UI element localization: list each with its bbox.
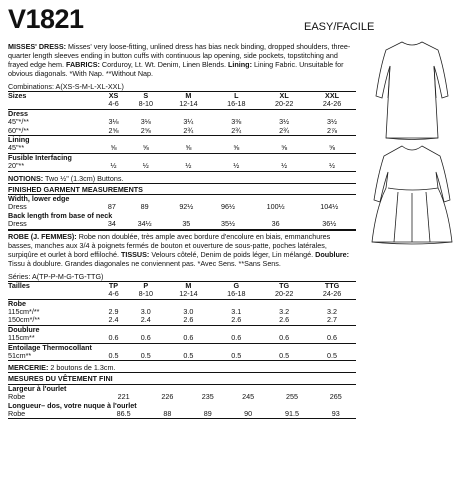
table-cell: 20-22	[274, 99, 294, 109]
fabric-heading-row	[8, 325, 356, 334]
table-cell: 0.6	[327, 333, 338, 343]
table-cell: XXL	[325, 91, 340, 100]
yardage-row	[8, 144, 356, 153]
table-cell: TTG	[324, 280, 340, 290]
table-cell: 89	[140, 202, 149, 212]
row-label: 150cm*/**	[8, 315, 40, 325]
table-cell: ½	[233, 161, 240, 171]
combinations-line: Combinations: A(XS-S-M-L-XL-XXL)	[8, 82, 124, 91]
table-cell: 3.0	[140, 306, 151, 316]
table-cell: 24-26	[322, 289, 342, 299]
table-cell: 3.1	[231, 306, 242, 316]
table-cell: 2.4	[108, 315, 119, 325]
dress-back-sketch	[376, 42, 448, 140]
table-cell: 3½	[279, 117, 290, 127]
row-label: Entoilage Thermocollant	[8, 342, 92, 352]
table-cell: 8-10	[138, 99, 153, 109]
row-label: 51cm**	[8, 350, 32, 360]
yardage-row	[8, 334, 356, 343]
measurement-heading-row	[8, 384, 356, 393]
table-cell: 0.6	[279, 333, 290, 343]
row-label: Largeur à l'ourlet	[8, 383, 67, 393]
table-cell: 2.6	[183, 315, 194, 325]
table-cell: 2¾	[279, 125, 290, 135]
yardage-row	[8, 308, 356, 316]
table-cell: 12-14	[179, 99, 198, 109]
table-cell: ⅝	[185, 143, 192, 153]
table-cell: 2⅞	[327, 125, 338, 135]
table-cell: 0.6	[183, 333, 194, 343]
table-cell: 4-6	[108, 289, 119, 299]
pattern-envelope-back-text	[8, 42, 356, 419]
table-cell: 0.5	[279, 350, 290, 360]
table-cell: 3⅛	[140, 117, 151, 127]
table-cell: 34½	[137, 219, 152, 229]
english-yardage-table	[8, 91, 356, 172]
table-cell: M	[185, 280, 192, 290]
table-cell: 0.5	[108, 350, 119, 360]
table-cell: 221	[117, 392, 130, 402]
row-label: 115cm*/**	[8, 306, 40, 316]
table-cell: 265	[329, 392, 342, 402]
table-cell: 100½	[266, 202, 285, 212]
measurement-row	[8, 410, 356, 419]
table-cell: 35	[182, 219, 191, 229]
table-cell: XS	[108, 91, 119, 100]
table-cell: P	[143, 280, 149, 290]
table-cell: 0.6	[108, 333, 119, 343]
row-label: Fusible Interfacing	[8, 152, 72, 162]
row-label: 45"**	[8, 143, 25, 153]
table-cell: 2.6	[279, 315, 290, 325]
dress-front-sketch	[372, 146, 452, 244]
french-yardage-table	[8, 281, 356, 362]
fabric-heading-row	[8, 136, 356, 145]
table-cell: 0.5	[231, 350, 242, 360]
row-label: Doublure	[8, 324, 40, 334]
table-cell: 92½	[179, 202, 194, 212]
table-cell: 3½	[327, 117, 338, 127]
table-cell: 35½	[220, 219, 235, 229]
table-cell: ½	[329, 161, 336, 171]
table-cell: ½	[185, 161, 192, 171]
row-label: Tailles	[8, 280, 30, 290]
table-cell: 235	[201, 392, 214, 402]
pattern-header	[8, 4, 452, 40]
row-label: Back length from base of neck	[8, 210, 113, 220]
table-cell: M	[185, 91, 192, 100]
table-cell: ⅝	[233, 143, 240, 153]
table-cell: 0.5	[140, 350, 151, 360]
table-cell: XL	[279, 91, 289, 100]
french-description: ROBE (J. FEMMES): Robe non doublée, très ample avec bordure d'encolure en biais, emmanchures basses, manches aux 3/4 à poignets fermés de bouton et ouverture de sous-patte, poches latérales, surpiqûre et ourlet à bord effiloché. TISSUS: Velours côtelé, Denim de poids léger, Lin mélangé. Doublure: Tissu à doublure. Grandes diagonales ne conviennent pas. *Avec Sens. **Sans Sens.	[8, 230, 356, 268]
table-cell: 245	[242, 392, 255, 402]
fabric-heading-row	[8, 343, 356, 352]
notions-line: NOTIONS: Two ½" (1.3cm) Buttons.	[8, 174, 356, 184]
table-cell: 91.5	[284, 408, 299, 418]
table-cell: 16-18	[227, 289, 246, 299]
table-cell: ⅝	[142, 143, 149, 153]
row-label: 20"**	[8, 161, 25, 171]
table-cell: ⅝	[110, 143, 117, 153]
row-label: Width, lower edge	[8, 194, 70, 204]
table-cell: 2¾	[183, 125, 194, 135]
row-label: MESURES DU VÊTEMENT FINI	[8, 374, 113, 384]
table-cell: 89	[203, 408, 212, 418]
table-cell: 0.6	[231, 333, 242, 343]
row-label: Robe	[8, 298, 26, 308]
table-cell: 86.5	[116, 408, 131, 418]
table-cell: 16-18	[227, 99, 246, 109]
row-label: Dress	[8, 108, 28, 118]
table-cell: ⅝	[281, 143, 288, 153]
table-cell: 8-10	[138, 289, 153, 299]
row-label	[8, 290, 100, 299]
mercerie-line: MERCERIE: 2 boutons de 1.3cm.	[8, 363, 356, 373]
row-label: Lining	[8, 135, 30, 145]
table-cell: 36	[271, 219, 280, 229]
table-cell: S	[143, 91, 149, 100]
table-cell: 3.2	[327, 306, 338, 316]
fabric-heading-row	[8, 299, 356, 308]
table-cell: ½	[281, 161, 288, 171]
row-label: 115cm**	[8, 333, 35, 343]
difficulty-label: EASY/FACILE	[304, 21, 375, 33]
table-cell: 90	[244, 408, 253, 418]
table-cell: 12-14	[179, 289, 198, 299]
row-label: Dress	[8, 202, 27, 212]
table-cell: TP	[108, 280, 119, 290]
yardage-row	[8, 127, 356, 136]
table-cell: 20-22	[274, 289, 294, 299]
table-cell: 93	[331, 408, 340, 418]
table-cell: 2¾	[231, 125, 242, 135]
row-label: Robe	[8, 408, 26, 418]
table-cell: 3⅛	[108, 117, 119, 127]
table-cell: L	[234, 91, 239, 100]
measurement-row	[8, 220, 356, 229]
row-label	[8, 100, 100, 109]
row-label: Sizes	[8, 91, 27, 100]
table-cell: ⅝	[329, 143, 336, 153]
table-cell: G	[233, 280, 240, 290]
table-cell: 0.6	[140, 333, 151, 343]
fabric-heading-row	[8, 109, 356, 118]
measurement-heading-row	[8, 402, 356, 410]
table-cell: 2⅝	[140, 125, 151, 135]
table-cell: ½	[110, 161, 117, 171]
yardage-row	[8, 118, 356, 126]
yardage-row	[8, 162, 356, 171]
french-finished-measurements-table	[8, 375, 356, 419]
table-cell: 3⅜	[231, 117, 242, 127]
table-cell: 3.0	[183, 306, 194, 316]
table-cell: 3.2	[279, 306, 290, 316]
dress-sketches	[368, 38, 456, 258]
table-cell: 36½	[322, 219, 337, 229]
fabric-heading-row	[8, 153, 356, 162]
table-cell: 2⅝	[108, 125, 119, 135]
pattern-number: V1821	[8, 4, 84, 34]
english-finished-measurements-table	[8, 186, 356, 230]
table-cell: 0.5	[327, 350, 338, 360]
table-cell: 96½	[220, 202, 235, 212]
table-cell: 2.6	[231, 315, 242, 325]
table-cell: 87	[107, 202, 116, 212]
table-cell: 255	[285, 392, 298, 402]
table-cell: 2.7	[327, 315, 338, 325]
table-cell: 4-6	[108, 99, 119, 109]
size-range-row	[8, 290, 356, 299]
row-label: 60"*/**	[8, 125, 29, 135]
table-cell: 104½	[320, 202, 339, 212]
yardage-row	[8, 352, 356, 361]
row-label: Robe	[8, 392, 26, 402]
table-cell: 34	[107, 219, 116, 229]
table-cell: 0.5	[183, 350, 194, 360]
finished-title-row	[8, 375, 356, 384]
table-cell: 88	[163, 408, 172, 418]
row-label: FINISHED GARMENT MEASUREMENTS	[8, 184, 143, 194]
row-label: Dress	[8, 219, 27, 229]
size-range-row	[8, 100, 356, 109]
table-cell: 24-26	[322, 99, 342, 109]
table-cell: 226	[161, 392, 174, 402]
table-cell: ½	[142, 161, 149, 171]
table-cell: 2.4	[140, 315, 151, 325]
table-cell: 3¼	[183, 117, 194, 127]
yardage-row	[8, 316, 356, 325]
english-description: MISSES' DRESS: Misses' very loose-fitting, unlined dress has bias neck binding, dropped shoulders, three-quarter length sleeves ending in button cuffs with continuous lap opening, side pockets, topstitching and frayed edge hem. FABRICS: Corduroy, Lt. Wt. Denim, Linen Blends. Lining: Lining Fabric. Unsuitable for obvious diagonals. *With Nap. **Without Nap.	[8, 42, 351, 78]
series-line: Séries: A(TP-P-M-G-TG-TTG)	[8, 271, 104, 281]
table-cell: TG	[279, 280, 290, 290]
row-label: Longueur– dos, votre nuque à l'ourlet	[8, 400, 137, 410]
row-label: 45"*/**	[8, 117, 29, 127]
table-cell: 2.9	[108, 306, 119, 316]
